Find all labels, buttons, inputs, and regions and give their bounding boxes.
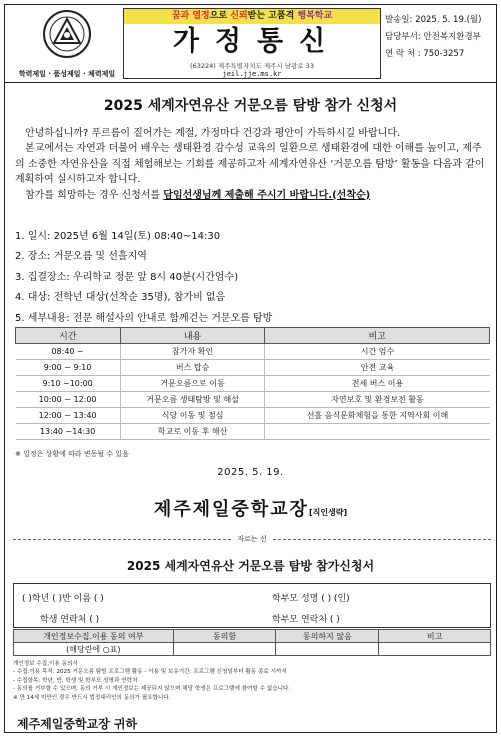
consent-instruction: (해당란에 ○표) bbox=[14, 643, 174, 656]
school-logo bbox=[13, 9, 121, 81]
detail-item: 3. 집결장소: 우리학교 정문 앞 8시 40분(시간엄수) bbox=[15, 271, 239, 283]
slogan-part: 열정 bbox=[192, 11, 210, 21]
principal-title: 제주제일중학교장 bbox=[153, 499, 309, 520]
department: 담당부서: 안전복지환경부 bbox=[385, 32, 481, 42]
detail-item: 1. 일시: 2025년 6월 14일(토) 08:40~14:30 bbox=[15, 231, 221, 242]
school-emblem-icon bbox=[42, 9, 92, 65]
schedule-cell: 학교로 이동 후 해산 bbox=[120, 424, 265, 440]
table-row bbox=[16, 424, 490, 440]
schedule-cell: 9:00 ~ 9:10 bbox=[16, 360, 121, 376]
schedule-cell: 안전 교육 bbox=[265, 360, 490, 376]
school-address: (63224) 제주특별자치도 제주시 남광로 33 bbox=[190, 62, 314, 70]
cut-line-label: 자르는 선 bbox=[233, 535, 270, 543]
detail-item: 5. 세부내용: 전문 해설사의 안내로 함께걷는 거문오름 탐방 bbox=[15, 312, 273, 324]
privacy-line: - 수집항목: 학년, 반, 학생 및 학부모 성명과 연락처 bbox=[13, 677, 138, 684]
intro-line bbox=[15, 188, 489, 203]
newsletter-page bbox=[4, 4, 497, 733]
issue-date: 발송일: 2025. 5. 19.(월) bbox=[385, 15, 482, 25]
consent-disagree-cell[interactable] bbox=[276, 643, 379, 656]
intro-emphasis: 담임선생님께 제출해 주시기 바랍니다.(선착순) bbox=[163, 189, 371, 201]
privacy-line: - 수집.이용 목적: 2025 거문오름 탐방 프로그램 활동 - 이용 및 보유기간: 프로그램 신청일부터 활동 종료 시까지 bbox=[13, 669, 287, 676]
student-phone-field[interactable]: 학생 연락처 ( ) bbox=[40, 615, 100, 625]
schedule-cell: 10:00 ~ 12:00 bbox=[16, 392, 121, 408]
intro-text bbox=[15, 126, 489, 203]
schedule-cell bbox=[265, 424, 490, 440]
schedule-header: 내용 bbox=[120, 328, 265, 344]
schedule-cell: 9:10 ~10:00 bbox=[16, 376, 121, 392]
contact: 연 락 처 : 750-3257 bbox=[385, 49, 465, 59]
slogan-part: 신뢰 bbox=[230, 11, 248, 21]
seal-omitted: [직인생략] bbox=[308, 508, 348, 517]
schedule-cell: 자연보호 및 환경보전 활동 bbox=[265, 392, 490, 408]
privacy-line: - 동의를 거부할 수 있으며, 동의 거부 시 개인정보는 제공되지 않으며 해당 학생은 프로그램에 참여할 수 없습니다. bbox=[13, 686, 291, 693]
parent-name-field[interactable]: 학부모 성명 ( ) (인) bbox=[272, 594, 350, 604]
principal-signature bbox=[5, 495, 496, 521]
schedule-cell: 버스 탑승 bbox=[120, 360, 265, 376]
slogan-part: 행복학교 bbox=[297, 11, 333, 21]
schedule-note: ※ 일정은 상황에 따라 변동될 수 있음 bbox=[15, 450, 129, 458]
consent-row bbox=[14, 643, 491, 656]
newsletter-title-box bbox=[123, 8, 381, 79]
detail-item: 2. 장소: 거문오름 및 선흘지역 bbox=[15, 251, 147, 263]
table-row bbox=[16, 344, 490, 360]
cut-line bbox=[13, 533, 491, 545]
schedule-cell: 참가자 확인 bbox=[120, 344, 265, 360]
privacy-line: ※ 만 14세 미만인 경우 반드시 법정대리인의 동의가 필요합니다. bbox=[13, 694, 171, 701]
schedule-header: 시간 bbox=[16, 328, 121, 344]
schedule-cell: 선흘 음식문화체험을 통한 지역사회 이해 bbox=[265, 408, 490, 424]
consent-agree-cell[interactable] bbox=[173, 643, 276, 656]
slogan-part: 받는 고품격 bbox=[247, 11, 298, 21]
application-form bbox=[13, 583, 491, 628]
schedule-cell: 식당 이동 및 점심 bbox=[120, 408, 265, 424]
schedule-cell: 거문오름으로 이동 bbox=[120, 376, 265, 392]
detail-item: 4. 대상: 전학년 대상(선착순 35명), 참가비 없음 bbox=[15, 292, 226, 304]
schedule-cell: 13:40 ~14:30 bbox=[16, 424, 121, 440]
privacy-consent-text bbox=[13, 660, 491, 702]
schedule-cell: 08:40 ~ bbox=[16, 344, 121, 360]
privacy-line: 개인정보 수집.이용 동의서 bbox=[13, 661, 78, 667]
schedule-cell: 전세 버스 이용 bbox=[265, 376, 490, 392]
school-website: jeil.jje.ms.kr bbox=[222, 70, 282, 78]
table-row bbox=[16, 392, 490, 408]
slogan-part: 으로 bbox=[209, 11, 231, 21]
parent-phone-field[interactable]: 학부모 연락처 ( ) bbox=[272, 615, 340, 625]
intro-line: 본교에서는 자연과 더불어 배우는 생태환경 감수성 교육의 일환으로 생태환경에 대한 이해를 높이고, 제주의 소중한 자연유산을 직접 체험해보는 기회를 제공하고자 세계자연유산 ‘거문오름 탐방’ 활동을 다음과 같이 계획하여 실시하고자 합니다. bbox=[15, 143, 485, 186]
recipient: 제주제일중학교장 귀하 bbox=[17, 717, 138, 731]
schedule-cell: 거문오름 생태탐방 및 해설 bbox=[120, 392, 265, 408]
table-row bbox=[16, 360, 490, 376]
program-details bbox=[15, 227, 495, 329]
schedule-header-row bbox=[16, 328, 490, 344]
cut-line-label-wrap bbox=[13, 534, 491, 544]
consent-header: 동의하지 않음 bbox=[276, 630, 379, 643]
consent-header-row bbox=[14, 630, 491, 643]
notice-date: 2025. 5. 19. bbox=[217, 467, 284, 478]
schedule-table bbox=[15, 327, 490, 440]
consent-header: 비고 bbox=[379, 630, 491, 643]
page-title: 2025 세계자연유산 거문오름 탐방 참가 신청서 bbox=[103, 98, 398, 114]
intro-line-text: 참가를 희망하는 경우 신청서를 bbox=[25, 189, 164, 201]
form-title: 2025 세계자연유산 거문오름 탐방 참가신청서 bbox=[126, 559, 375, 573]
consent-header: 개인정보수집.이용 동의 여부 bbox=[14, 630, 174, 643]
schedule-header: 비고 bbox=[265, 328, 490, 344]
newsletter-title: 가정통신 bbox=[172, 26, 342, 57]
school-slogan bbox=[124, 9, 380, 24]
issue-meta bbox=[385, 12, 497, 63]
table-row bbox=[16, 408, 490, 424]
intro-line: 안녕하십니까? 푸르름이 짙어가는 계절, 가정마다 건강과 평안이 가득하시길 바랍니다. bbox=[25, 128, 401, 139]
logo-caption: 학력제일 · 품성제일 · 체력제일 bbox=[18, 70, 116, 78]
consent-table bbox=[13, 629, 491, 656]
newsletter-header bbox=[5, 5, 496, 83]
table-row bbox=[16, 376, 490, 392]
schedule-cell: 시간 엄수 bbox=[265, 344, 490, 360]
consent-header: 동의함 bbox=[173, 630, 276, 643]
consent-remark-cell[interactable] bbox=[379, 643, 491, 656]
slogan-part: 꿈과 bbox=[171, 11, 193, 21]
schedule-cell: 12:00 ~ 13:40 bbox=[16, 408, 121, 424]
grade-class-name-field[interactable]: ( )학년 ( )반 이름 ( ) bbox=[22, 594, 104, 604]
